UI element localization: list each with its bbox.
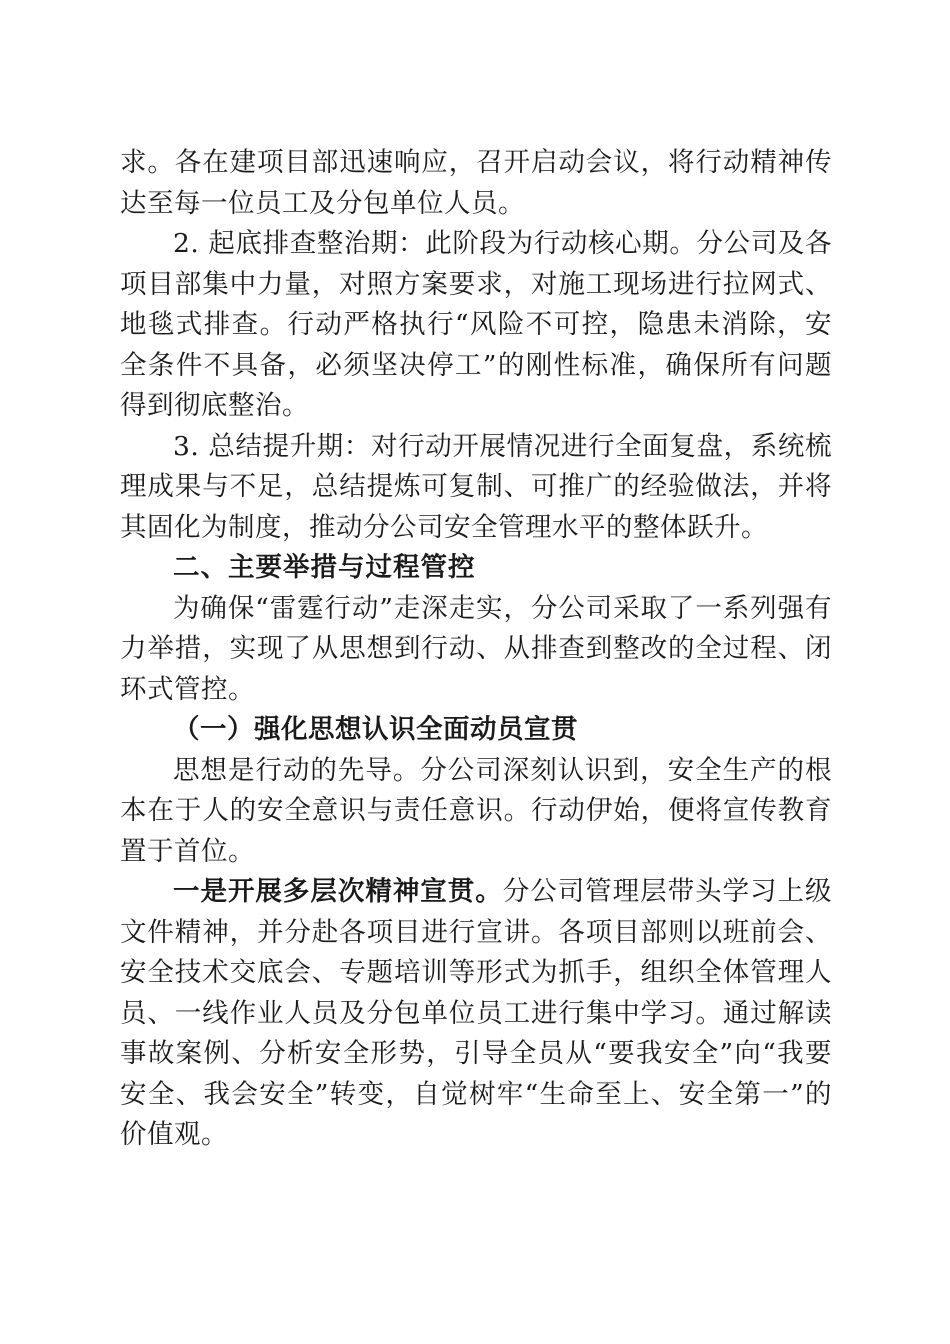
paragraph-intro-measures: 为确保“雷霆行动”走深走实，分公司采取了一系列强有力举措，实现了从思想到行动、从排查到整改的全过程、闭环式管控。 xyxy=(120,592,832,705)
paragraph-continuation: 求。各在建项目部迅速响应，召开启动会议，将行动精神传达至每一位员工及分包单位人员。 xyxy=(120,147,832,219)
paragraph-publicity xyxy=(120,872,832,1156)
paragraph-phase-2: 2. 起底排查整治期：此阶段为行动核心期。分公司及各项目部集中力量，对照方案要求，对施工现场进行拉网式、地毯式排查。行动严格执行“风险不可控，隐患未消除，安全条件不具备，必须坚决停工”的刚性标准，确保所有问题得到彻底整治。 xyxy=(120,228,832,421)
document-page xyxy=(120,143,832,1156)
paragraph-lead-bold: 一是开展多层次精神宣贯。 xyxy=(173,876,503,907)
subsection-heading-1: （一）强化思想认识全面动员宣贯 xyxy=(173,714,578,745)
paragraph-body: 分公司管理层带头学习上级文件精神，并分赴各项目进行宣讲。各项目部则以班前会、安全技术交底会、专题培训等形式为抓手，组织全体管理人员、一线作业人员及分包单位员工进行集中学习。通过解读事故案例、分析安全形势，引导全员从“要我安全”向“我要安全、我会安全”转变，自觉树牢“生命至上、安全第一”的价值观。 xyxy=(120,876,833,1150)
paragraph-phase-3: 3. 总结提升期：对行动开展情况进行全面复盘，系统梳理成果与不足，总结提炼可复制、可推广的经验做法，并将其固化为制度，推动分公司安全管理水平的整体跃升。 xyxy=(120,430,832,543)
paragraph-thought-leading: 思想是行动的先导。分公司深刻认识到，安全生产的根本在于人的安全意识与责任意识。行动伊始，便将宣传教育置于首位。 xyxy=(120,754,832,867)
section-heading-2: 二、主要举措与过程管控 xyxy=(173,552,476,583)
